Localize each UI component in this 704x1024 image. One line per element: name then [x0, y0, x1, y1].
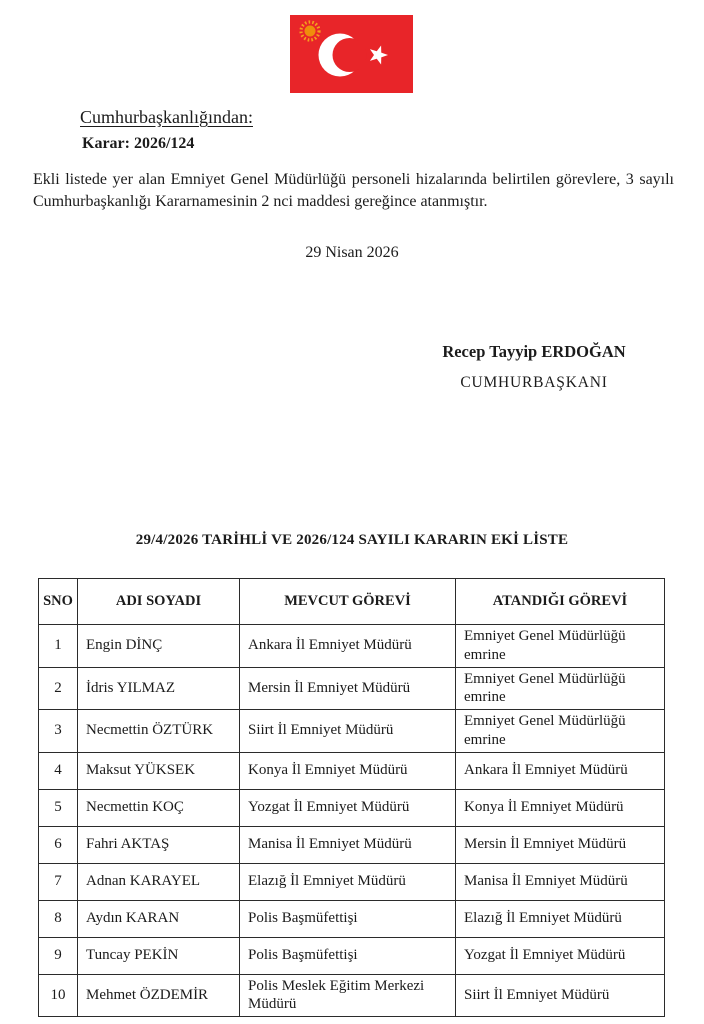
row-name: Necmettin ÖZTÜRK: [78, 710, 240, 753]
row-name: İdris YILMAZ: [78, 667, 240, 710]
row-current-duty: Konya İl Emniyet Müdürü: [240, 752, 456, 789]
table-row: [39, 667, 665, 710]
row-current-duty: Polis Başmüfettişi: [240, 937, 456, 974]
table-row: [39, 752, 665, 789]
annex-list-title: 29/4/2026 TARİHLİ VE 2026/124 SAYILI KARARIN EKİ LİSTE: [135, 532, 569, 548]
row-assigned-duty: Mersin İl Emniyet Müdürü: [456, 826, 665, 863]
row-name: Engin DİNÇ: [78, 625, 240, 668]
table-row: [39, 789, 665, 826]
signer-name: Recep Tayyip ERDOĞAN: [442, 342, 626, 361]
col-header-current-duty: MEVCUT GÖREVİ: [240, 579, 456, 625]
row-assigned-duty: Emniyet Genel Müdürlüğü emrine: [456, 667, 665, 710]
row-assigned-duty: Ankara İl Emniyet Müdürü: [456, 752, 665, 789]
row-sno: 4: [39, 752, 78, 789]
assignment-table: [38, 578, 665, 1017]
row-assigned-duty: Emniyet Genel Müdürlüğü emrine: [456, 625, 665, 668]
row-assigned-duty: Siirt İl Emniyet Müdürü: [456, 974, 665, 1017]
decree-date: 29 Nisan 2026: [305, 244, 399, 261]
table-row: [39, 625, 665, 668]
sun-core-icon: [305, 26, 316, 37]
row-sno: 5: [39, 789, 78, 826]
row-current-duty: Yozgat İl Emniyet Müdürü: [240, 789, 456, 826]
col-header-name: ADI SOYADI: [78, 579, 240, 625]
row-assigned-duty: Emniyet Genel Müdürlüğü emrine: [456, 710, 665, 753]
row-assigned-duty: Yozgat İl Emniyet Müdürü: [456, 937, 665, 974]
row-current-duty: Ankara İl Emniyet Müdürü: [240, 625, 456, 668]
row-current-duty: Polis Meslek Eğitim Merkezi Müdürü: [240, 974, 456, 1017]
row-name: Mehmet ÖZDEMİR: [78, 974, 240, 1017]
assignment-table-body: [39, 625, 665, 1017]
row-sno: 6: [39, 826, 78, 863]
signature-block: [400, 342, 668, 392]
row-assigned-duty: Konya İl Emniyet Müdürü: [456, 789, 665, 826]
table-row: [39, 974, 665, 1017]
row-current-duty: Siirt İl Emniyet Müdürü: [240, 710, 456, 753]
row-name: Adnan KARAYEL: [78, 863, 240, 900]
row-name: Necmettin KOÇ: [78, 789, 240, 826]
row-current-duty: Elazığ İl Emniyet Müdürü: [240, 863, 456, 900]
table-header-row: [39, 579, 665, 625]
table-row: [39, 900, 665, 937]
col-header-sno: SNO: [39, 579, 78, 625]
turkish-presidential-flag-icon: [290, 15, 413, 93]
row-assigned-duty: Elazığ İl Emniyet Müdürü: [456, 900, 665, 937]
row-assigned-duty: Manisa İl Emniyet Müdürü: [456, 863, 665, 900]
table-row: [39, 863, 665, 900]
row-current-duty: Mersin İl Emniyet Müdürü: [240, 667, 456, 710]
row-name: Fahri AKTAŞ: [78, 826, 240, 863]
issuer-heading: Cumhurbaşkanlığından:: [80, 107, 253, 127]
decree-body-text: Ekli listede yer alan Emniyet Genel Müdürlüğü personeli hizalarında belirtilen görevlere, 3 sayılı Cumhurbaşkanlığı Kararnamesinin 2 nci maddesi gereğince atanmıştır.: [33, 171, 674, 210]
row-sno: 8: [39, 900, 78, 937]
col-header-assigned-duty: ATANDIĞI GÖREVİ: [456, 579, 665, 625]
row-current-duty: Manisa İl Emniyet Müdürü: [240, 826, 456, 863]
flag-container: [290, 15, 413, 93]
table-row: [39, 710, 665, 753]
signer-title: CUMHURBAŞKANI: [460, 374, 608, 391]
row-name: Aydın KARAN: [78, 900, 240, 937]
row-sno: 10: [39, 974, 78, 1017]
crescent-cutout: [333, 38, 367, 72]
row-sno: 2: [39, 667, 78, 710]
table-row: [39, 826, 665, 863]
row-name: Maksut YÜKSEK: [78, 752, 240, 789]
row-sno: 9: [39, 937, 78, 974]
table-row: [39, 937, 665, 974]
row-current-duty: Polis Başmüfettişi: [240, 900, 456, 937]
row-sno: 3: [39, 710, 78, 753]
decision-number: Karar: 2026/124: [82, 135, 195, 152]
row-sno: 1: [39, 625, 78, 668]
row-sno: 7: [39, 863, 78, 900]
row-name: Tuncay PEKİN: [78, 937, 240, 974]
